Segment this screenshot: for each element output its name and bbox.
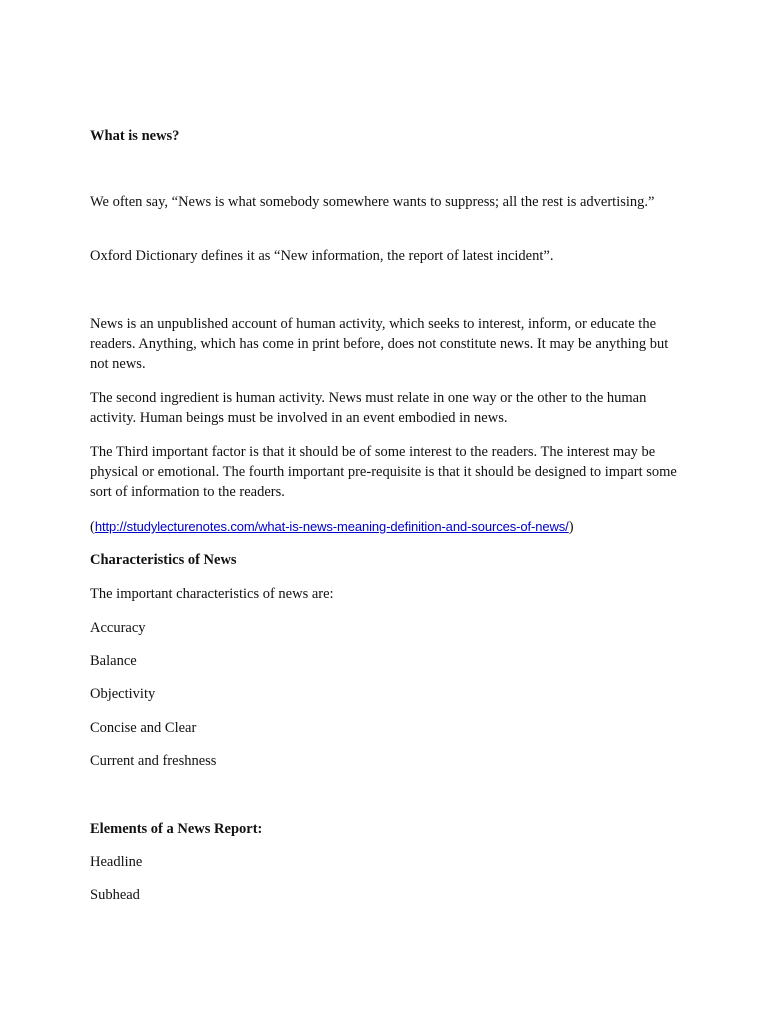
- elements-heading: Elements of a News Report:: [90, 821, 263, 837]
- element-item-headline: Headline: [90, 854, 143, 870]
- source-open-paren: (: [90, 519, 95, 535]
- page-title: What is news?: [90, 128, 180, 144]
- characteristic-item-objectivity: Objectivity: [90, 686, 156, 702]
- characteristic-item-balance: Balance: [90, 653, 137, 669]
- characteristics-heading: Characteristics of News: [90, 552, 237, 568]
- intro-quote-paragraph: We often say, “News is what somebody somewhere wants to suppress; all the rest is advertising.”: [90, 194, 655, 210]
- characteristic-item-current: Current and freshness: [90, 753, 217, 769]
- characteristics-intro: The important characteristics of news are:: [90, 586, 334, 602]
- characteristic-item-accuracy: Accuracy: [90, 620, 146, 636]
- third-factor-paragraph: The Third important factor is that it should be of some interest to the readers. The interest may be physical or emotional. The fourth important pre-requisite is that it should be designed to impart some sort of information to the readers.: [90, 444, 677, 500]
- source-link[interactable]: http://studylecturenotes.com/what-is-news-meaning-definition-and-sources-of-news/: [94, 519, 569, 534]
- source-citation: [90, 517, 680, 537]
- source-close-paren: ): [568, 519, 574, 535]
- oxford-definition-paragraph: Oxford Dictionary defines it as “New information, the report of latest incident”.: [90, 248, 554, 264]
- unpublished-account-paragraph: News is an unpublished account of human activity, which seeks to interest, inform, or educate the readers. Anything, which has come in print before, does not constitute news. It may be anything but not news.: [90, 316, 669, 372]
- element-item-subhead: Subhead: [90, 887, 140, 903]
- characteristic-item-concise: Concise and Clear: [90, 720, 197, 736]
- second-ingredient-paragraph: The second ingredient is human activity. News must relate in one way or the other to the human activity. Human beings must be involved in an event embodied in news.: [90, 390, 647, 426]
